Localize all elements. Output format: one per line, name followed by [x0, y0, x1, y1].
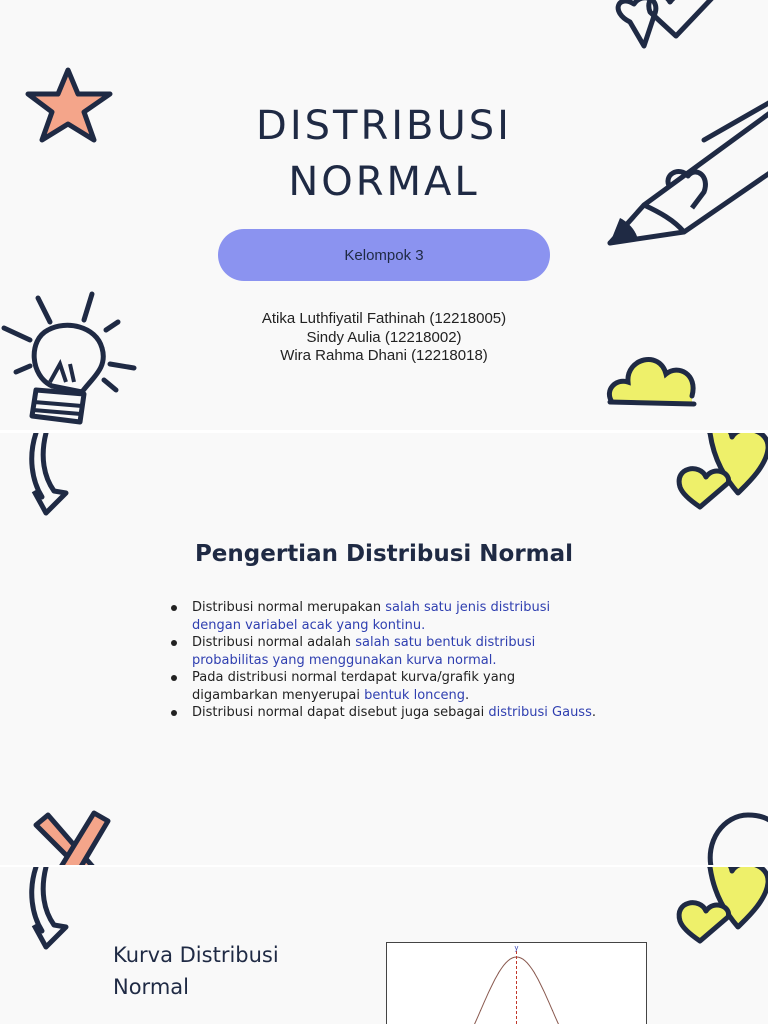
section-title [113, 939, 313, 1003]
heart-icon [674, 867, 768, 951]
bullet-highlight: distribusi Gauss [488, 705, 592, 720]
group-label: Kelompok 3 [344, 246, 424, 264]
slide-definition [0, 433, 768, 865]
arrow-icon [24, 433, 74, 518]
bullet-item [168, 704, 598, 722]
curve-point [534, 972, 535, 973]
bullet-item [168, 669, 598, 704]
title-line-1: Kurva Distribusi [113, 943, 279, 967]
normal-curve-chart [386, 942, 647, 1024]
title-line-1: DISTRIBUSI [256, 103, 512, 149]
title-line-2: Normal [113, 975, 189, 999]
slide-curve [0, 867, 768, 1024]
bullet-tail: . [465, 687, 470, 703]
chart-svg [387, 943, 646, 1024]
curve-point [552, 1010, 553, 1011]
member-list [0, 310, 768, 366]
title-line-2: NORMAL [288, 159, 480, 205]
member-name: Wira Rahma Dhani (12218018) [280, 347, 488, 364]
bullet-highlight: salah satu jenis distribusi dengan variabel acak yang kontinu. [192, 600, 551, 633]
group-label-pill [218, 229, 550, 281]
bullet-text: Distribusi normal merupakan [192, 600, 386, 615]
curve-point [480, 1010, 481, 1011]
bullet-list [168, 599, 598, 722]
curve-point [498, 972, 499, 973]
y-axis-label: y [514, 944, 519, 952]
x-mark-icon [28, 805, 118, 865]
loop-icon [704, 811, 768, 865]
slide-title-heading [0, 98, 768, 210]
bullet-text: Distribusi normal adalah [192, 635, 356, 650]
bullet-highlight: salah satu bentuk distribusi probabilitas yang menggunakan kurva normal. [192, 635, 536, 668]
heart-icon [610, 0, 730, 57]
section-title: Pengertian Distribusi Normal [194, 541, 574, 567]
member-name: Atika Luthfiyatil Fathinah (12218005) [261, 310, 507, 327]
bullet-item [168, 599, 598, 634]
heart-icon [674, 433, 768, 517]
bullet-text: Pada distribusi normal terdapat kurva/grafik yang digambarkan menyerupai [192, 670, 516, 703]
arrow-icon [24, 867, 74, 952]
bullet-highlight: bentuk lonceng [364, 687, 466, 703]
slide-title [0, 0, 768, 430]
bullet-item [168, 634, 598, 669]
bullet-text: Distribusi normal dapat disebut juga sebagai [192, 705, 489, 720]
bullet-tail: . [591, 705, 596, 720]
member-name: Sindy Aulia (12218002) [306, 328, 462, 346]
